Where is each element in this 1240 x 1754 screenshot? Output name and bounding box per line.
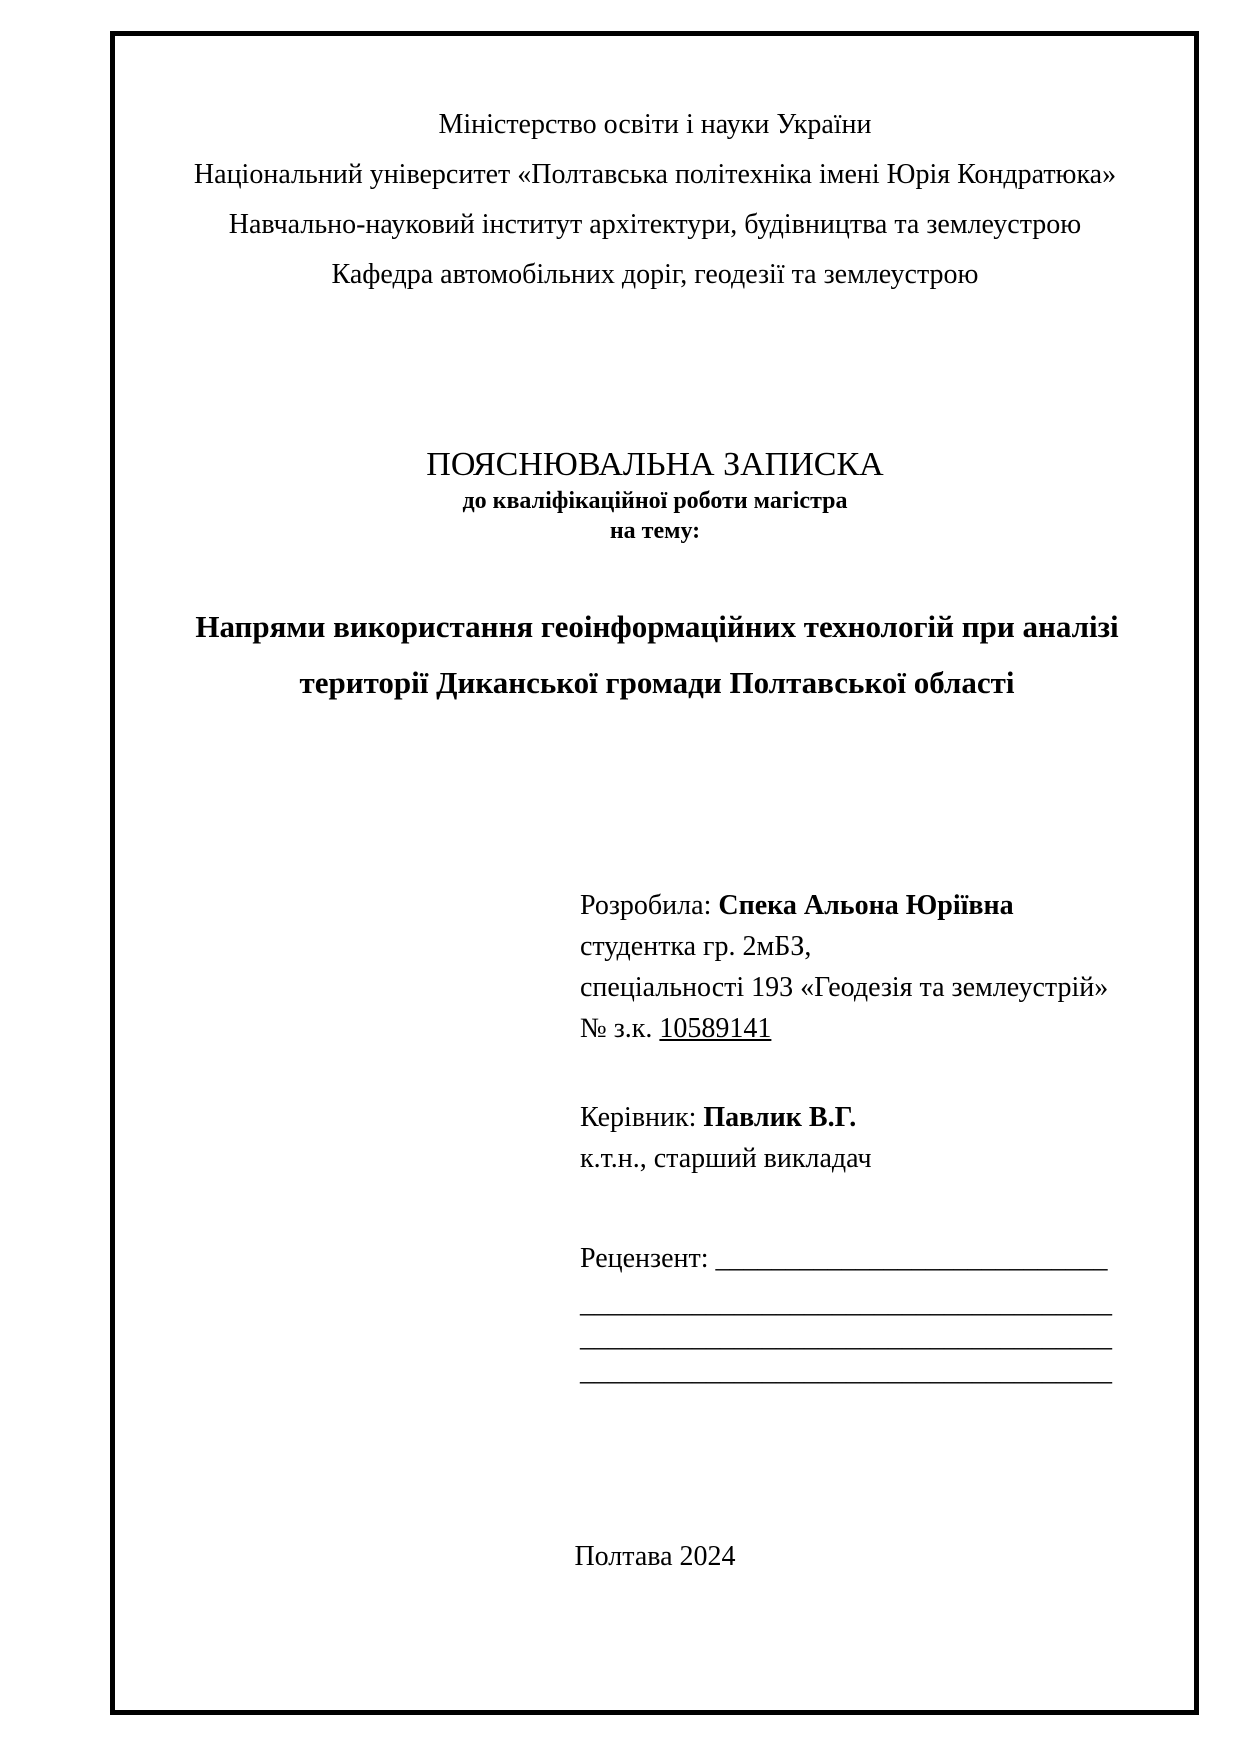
- developer-group-line: студентка гр. 2мБЗ,: [580, 931, 812, 962]
- supervisor-label: Керівник:: [580, 1102, 697, 1133]
- reviewer-block: [580, 1238, 1140, 1279]
- theme-label: на тему:: [609, 518, 701, 544]
- supervisor-line: [580, 1097, 1140, 1138]
- record-book-label: № з.к.: [580, 1013, 653, 1044]
- record-book-line: [580, 1008, 1140, 1049]
- ministry-line: Міністерство освіти і науки України: [438, 109, 872, 140]
- reviewer-label: Рецензент:: [580, 1243, 709, 1274]
- department-line: Кафедра автомобільних доріг, геодезії та землеустрою: [331, 259, 979, 290]
- university-line: Національний університет «Полтавська політехніка імені Юрія Кондратюка»: [193, 159, 1117, 190]
- thesis-title: Напрями використання геоінформаційних технологій при аналізі території Диканської громади Полтавської області: [195, 609, 1119, 700]
- supervisor-block: [580, 1097, 1140, 1179]
- developer-speciality-line: спеціальності 193 «Геодезія та землеустрій»: [580, 972, 1109, 1003]
- developer-line: [580, 885, 1140, 926]
- institution-header: [115, 100, 1195, 300]
- signature-blank-lines: [580, 1287, 1140, 1389]
- developer-label: Розробила:: [580, 890, 712, 921]
- developer-name: Спека Альона Юріївна: [718, 890, 1014, 921]
- place-year: Полтава 2024: [574, 1541, 736, 1572]
- institute-line: Навчально-науковий інститут архітектури, будівництва та землеустрою: [228, 209, 1082, 240]
- document-type-block: [115, 446, 1195, 546]
- supervisor-degree-line: к.т.н., старший викладач: [580, 1143, 872, 1174]
- record-book-number: 10589141: [659, 1013, 772, 1044]
- developer-block: [580, 885, 1140, 1049]
- document-subtitle: [115, 486, 1195, 546]
- supervisor-name: Павлик В.Г.: [703, 1102, 857, 1133]
- signature-blank-line: ______________________________________: [580, 1288, 1112, 1319]
- qualification-work-line: до кваліфікаційної роботи магістра: [462, 488, 848, 514]
- signature-blank-line: ______________________________________: [580, 1322, 1112, 1353]
- signature-blank-line: ______________________________________: [580, 1356, 1112, 1387]
- reviewer-blank: ____________________________: [715, 1243, 1108, 1274]
- reviewer-line: [580, 1238, 1140, 1279]
- document-type-heading: ПОЯСНЮВАЛЬНА ЗАПИСКА: [426, 446, 884, 483]
